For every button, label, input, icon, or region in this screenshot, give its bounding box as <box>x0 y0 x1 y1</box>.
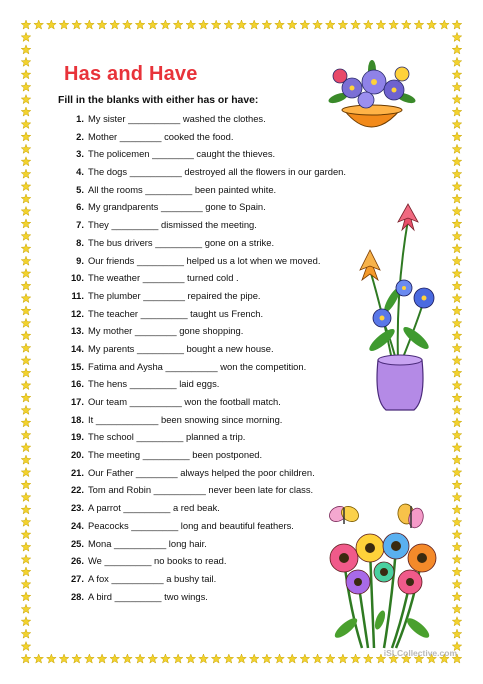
star-icon <box>452 281 462 290</box>
star-icon <box>338 654 348 663</box>
star-icon <box>21 356 31 365</box>
star-icon <box>21 57 31 66</box>
exercise-item <box>60 464 360 482</box>
star-icon <box>21 70 31 79</box>
star-icon <box>262 654 272 663</box>
star-icon <box>21 194 31 203</box>
exercise-item <box>60 269 360 287</box>
exercise-item <box>60 110 360 128</box>
exercise-item <box>60 481 360 499</box>
exercise-number: 2. <box>76 130 84 142</box>
star-icon <box>452 269 462 278</box>
exercise-number: 10. <box>70 272 84 284</box>
star-icon <box>21 45 31 54</box>
star-icon <box>313 654 323 663</box>
star-icon <box>21 505 31 514</box>
exercise-sentence: The hens _________ laid eggs. <box>88 378 220 390</box>
exercise-number: 7. <box>76 219 84 231</box>
star-icon <box>452 256 462 265</box>
star-icon <box>414 20 424 29</box>
star-icon <box>21 269 31 278</box>
star-icon <box>224 654 234 663</box>
star-icon <box>21 555 31 564</box>
star-icon <box>21 567 31 576</box>
star-icon <box>21 318 31 327</box>
star-icon <box>452 567 462 576</box>
star-icon <box>21 443 31 452</box>
exercise-number: 13. <box>70 325 84 337</box>
exercise-sentence: The school _________ planned a trip. <box>88 431 246 443</box>
star-icon <box>21 418 31 427</box>
star-icon <box>300 654 310 663</box>
star-icon <box>21 169 31 178</box>
star-icon <box>325 654 335 663</box>
star-icon <box>452 368 462 377</box>
star-icon <box>402 20 412 29</box>
star-icon <box>135 20 145 29</box>
star-icon <box>47 654 57 663</box>
exercise-item <box>60 287 360 305</box>
star-icon <box>85 20 95 29</box>
star-icon <box>376 20 386 29</box>
exercise-number: 24. <box>70 519 84 531</box>
exercise-sentence: Peacocks _________ long and beautiful feathers. <box>88 519 294 531</box>
star-icon <box>21 20 31 29</box>
star-icon <box>21 107 31 116</box>
exercise-item <box>60 163 360 181</box>
exercise-sentence: We _________ no books to read. <box>88 555 227 567</box>
star-icon <box>21 604 31 613</box>
star-icon <box>21 381 31 390</box>
star-icon <box>452 393 462 402</box>
star-icon <box>452 468 462 477</box>
star-icon <box>21 157 31 166</box>
star-icon <box>452 604 462 613</box>
exercise-item <box>60 375 360 393</box>
star-icon <box>287 654 297 663</box>
star-icon <box>338 20 348 29</box>
exercise-number: 28. <box>70 590 84 602</box>
star-icon <box>59 20 69 29</box>
star-icon <box>21 144 31 153</box>
star-icon <box>452 405 462 414</box>
star-icon <box>123 20 133 29</box>
exercise-number: 21. <box>70 466 84 478</box>
star-icon <box>452 617 462 626</box>
star-icon <box>351 654 361 663</box>
exercise-sentence: They _________ dismissed the meeting. <box>88 219 257 231</box>
star-icon <box>59 654 69 663</box>
star-icon <box>47 20 57 29</box>
exercise-number: 5. <box>76 183 84 195</box>
exercise-item <box>60 411 360 429</box>
star-icon <box>173 20 183 29</box>
star-icon <box>351 20 361 29</box>
star-icon <box>21 654 31 663</box>
star-icon <box>21 231 31 240</box>
exercise-item <box>60 570 360 588</box>
star-icon <box>21 492 31 501</box>
star-icon <box>452 45 462 54</box>
star-icon <box>452 57 462 66</box>
star-icon <box>186 20 196 29</box>
exercise-item <box>60 428 360 446</box>
star-icon <box>452 592 462 601</box>
star-icon <box>452 95 462 104</box>
star-icon <box>21 182 31 191</box>
star-icon <box>237 654 247 663</box>
star-icon <box>72 20 82 29</box>
star-icon <box>452 542 462 551</box>
exercise-sentence: My parents _________ bought a new house. <box>88 342 274 354</box>
star-icon <box>452 530 462 539</box>
star-icon <box>21 244 31 253</box>
star-icon <box>21 579 31 588</box>
star-icon <box>452 20 462 29</box>
star-icon <box>452 318 462 327</box>
worksheet-title: Has and Have <box>64 63 198 85</box>
exercise-sentence: A bird _________ two wings. <box>88 590 208 602</box>
exercise-item <box>60 446 360 464</box>
star-icon <box>21 343 31 352</box>
star-icon <box>452 306 462 315</box>
star-icon <box>325 20 335 29</box>
exercise-item <box>60 305 360 323</box>
exercise-sentence: Our team __________ won the football match. <box>88 396 281 407</box>
exercise-number: 3. <box>76 148 84 160</box>
star-icon <box>21 642 31 651</box>
exercise-number: 16. <box>70 378 84 390</box>
exercise-sentence: The meeting _________ been postponed. <box>88 449 263 461</box>
star-icon <box>21 617 31 626</box>
star-icon <box>452 132 462 141</box>
exercise-number: 22. <box>70 484 84 496</box>
star-icon <box>21 281 31 290</box>
star-icon <box>364 654 374 663</box>
star-icon <box>21 629 31 638</box>
star-icon <box>21 32 31 41</box>
exercise-sentence: A fox __________ a bushy tail. <box>88 572 217 584</box>
star-icon <box>300 20 310 29</box>
exercise-number: 1. <box>76 113 84 124</box>
star-icon <box>173 654 183 663</box>
worksheet-instructions: Fill in the blanks with either has or have: <box>58 95 259 106</box>
star-icon <box>452 492 462 501</box>
star-icon <box>452 169 462 178</box>
star-icon <box>275 20 285 29</box>
star-icon <box>452 443 462 452</box>
star-icon <box>85 654 95 663</box>
star-icon <box>452 82 462 91</box>
star-icon <box>21 331 31 340</box>
star-icon <box>110 20 120 29</box>
exercise-item <box>60 588 360 606</box>
star-icon <box>21 542 31 551</box>
star-icon <box>21 219 31 228</box>
star-icon <box>21 95 31 104</box>
star-icon <box>452 480 462 489</box>
star-icon <box>452 119 462 128</box>
star-icon <box>21 132 31 141</box>
star-icon <box>21 530 31 539</box>
star-icon <box>452 293 462 302</box>
star-icon <box>21 306 31 315</box>
exercise-sentence: Our friends _________ helped us a lot when we moved. <box>88 254 321 266</box>
watermark: iSLCollective.com <box>383 648 457 658</box>
star-icon <box>452 579 462 588</box>
exercise-sentence: The plumber ________ repaired the pipe. <box>88 289 261 301</box>
star-icon <box>364 20 374 29</box>
star-icon <box>452 206 462 215</box>
exercise-item <box>60 128 360 146</box>
exercise-sentence: The weather ________ turned cold . <box>88 272 239 284</box>
exercise-item <box>60 552 360 570</box>
exercise-item <box>60 322 360 340</box>
star-icon <box>21 455 31 464</box>
star-icon <box>440 20 450 29</box>
star-icon <box>249 20 259 29</box>
star-icon <box>211 20 221 29</box>
exercise-sentence: My mother ________ gone shopping. <box>88 325 244 337</box>
star-icon <box>148 20 158 29</box>
star-icon <box>21 517 31 526</box>
exercise-number: 18. <box>70 413 84 425</box>
star-icon <box>21 293 31 302</box>
exercise-number: 11. <box>71 289 84 301</box>
star-icon <box>21 393 31 402</box>
star-icon <box>452 157 462 166</box>
star-icon <box>452 70 462 79</box>
exercise-item <box>60 198 360 216</box>
flower-basket-illustration <box>322 58 420 140</box>
star-icon <box>237 20 247 29</box>
star-icon <box>21 256 31 265</box>
star-icon <box>21 480 31 489</box>
star-icon <box>452 144 462 153</box>
exercise-item <box>60 358 360 376</box>
star-icon <box>452 418 462 427</box>
star-icon <box>123 654 133 663</box>
exercise-sentence: It ____________ been snowing since morning. <box>88 413 283 425</box>
star-icon <box>427 20 437 29</box>
star-icon <box>389 20 399 29</box>
exercise-item <box>60 340 360 358</box>
star-icon <box>287 20 297 29</box>
exercise-number: 14. <box>70 342 84 354</box>
star-icon <box>452 517 462 526</box>
star-icon <box>21 206 31 215</box>
exercise-number: 23. <box>70 502 84 514</box>
exercise-item <box>60 234 360 252</box>
star-icon <box>186 654 196 663</box>
exercise-number: 26. <box>70 555 84 567</box>
star-icon <box>161 20 171 29</box>
star-icon <box>452 107 462 116</box>
star-icon <box>224 20 234 29</box>
exercise-number: 19. <box>70 431 84 443</box>
exercise-number: 20. <box>70 449 84 461</box>
exercise-sentence: All the rooms _________ been painted white. <box>88 183 277 195</box>
exercise-item <box>60 252 360 270</box>
star-icon <box>97 654 107 663</box>
exercise-sentence: My sister __________ washed the clothes. <box>88 113 266 124</box>
star-icon <box>452 343 462 352</box>
exercise-sentence: The bus drivers _________ gone on a strike. <box>88 236 275 248</box>
exercise-item <box>60 216 360 234</box>
exercise-item <box>60 517 360 535</box>
star-icon <box>452 32 462 41</box>
star-icon <box>452 219 462 228</box>
exercise-item <box>60 499 360 517</box>
star-icon <box>161 654 171 663</box>
star-icon <box>249 654 259 663</box>
exercise-list <box>60 110 360 605</box>
star-icon <box>34 20 44 29</box>
exercise-sentence: My grandparents ________ gone to Spain. <box>88 201 266 213</box>
star-icon <box>21 468 31 477</box>
star-icon <box>21 405 31 414</box>
exercise-number: 25. <box>70 537 84 549</box>
star-icon <box>21 82 31 91</box>
star-icon <box>452 331 462 340</box>
exercise-number: 27. <box>70 572 84 584</box>
star-icon <box>452 555 462 564</box>
vase-flowers-illustration <box>352 200 444 415</box>
exercise-item <box>60 393 360 411</box>
exercise-number: 12. <box>70 307 84 319</box>
exercise-sentence: A parrot _________ a red beak. <box>88 502 220 514</box>
star-icon <box>21 368 31 377</box>
star-icon <box>452 629 462 638</box>
exercise-number: 9. <box>76 254 84 266</box>
exercise-sentence: The dogs __________ destroyed all the flowers in our garden. <box>88 166 346 178</box>
exercise-item <box>60 145 360 163</box>
exercise-sentence: The teacher _________ taught us French. <box>88 307 264 319</box>
exercise-number: 15. <box>70 360 84 372</box>
star-icon <box>452 455 462 464</box>
exercise-sentence: Our Father ________ always helped the poor children. <box>88 466 315 478</box>
star-icon <box>452 194 462 203</box>
star-icon <box>452 505 462 514</box>
exercise-sentence: The policemen ________ caught the thieves. <box>88 148 276 160</box>
star-icon <box>452 182 462 191</box>
star-icon <box>135 654 145 663</box>
exercise-number: 17. <box>70 396 84 407</box>
star-icon <box>21 119 31 128</box>
butterfly-icon <box>327 503 362 524</box>
exercise-sentence: Mother ________ cooked the food. <box>88 130 234 142</box>
exercise-sentence: Mona __________ long hair. <box>88 537 207 549</box>
star-icon <box>313 20 323 29</box>
star-icon <box>97 20 107 29</box>
exercise-number: 8. <box>76 236 84 248</box>
star-icon <box>452 430 462 439</box>
exercise-sentence: Tom and Robin __________ never been late for class. <box>88 484 314 496</box>
star-icon <box>275 654 285 663</box>
exercise-item <box>60 535 360 553</box>
star-icon <box>34 654 44 663</box>
star-icon <box>21 592 31 601</box>
star-icon <box>148 654 158 663</box>
star-icon <box>21 430 31 439</box>
star-icon <box>211 654 221 663</box>
star-icon <box>452 244 462 253</box>
star-icon <box>262 20 272 29</box>
star-icon <box>199 20 209 29</box>
exercise-number: 4. <box>76 166 84 178</box>
star-icon <box>199 654 209 663</box>
star-icon <box>110 654 120 663</box>
star-icon <box>452 231 462 240</box>
star-icon <box>452 381 462 390</box>
star-icon <box>452 356 462 365</box>
star-icon <box>72 654 82 663</box>
exercise-number: 6. <box>76 201 84 213</box>
exercise-item <box>60 181 360 199</box>
daisies-butterflies-illustration <box>322 500 452 650</box>
exercise-sentence: Fatima and Aysha __________ won the competition. <box>88 360 307 372</box>
